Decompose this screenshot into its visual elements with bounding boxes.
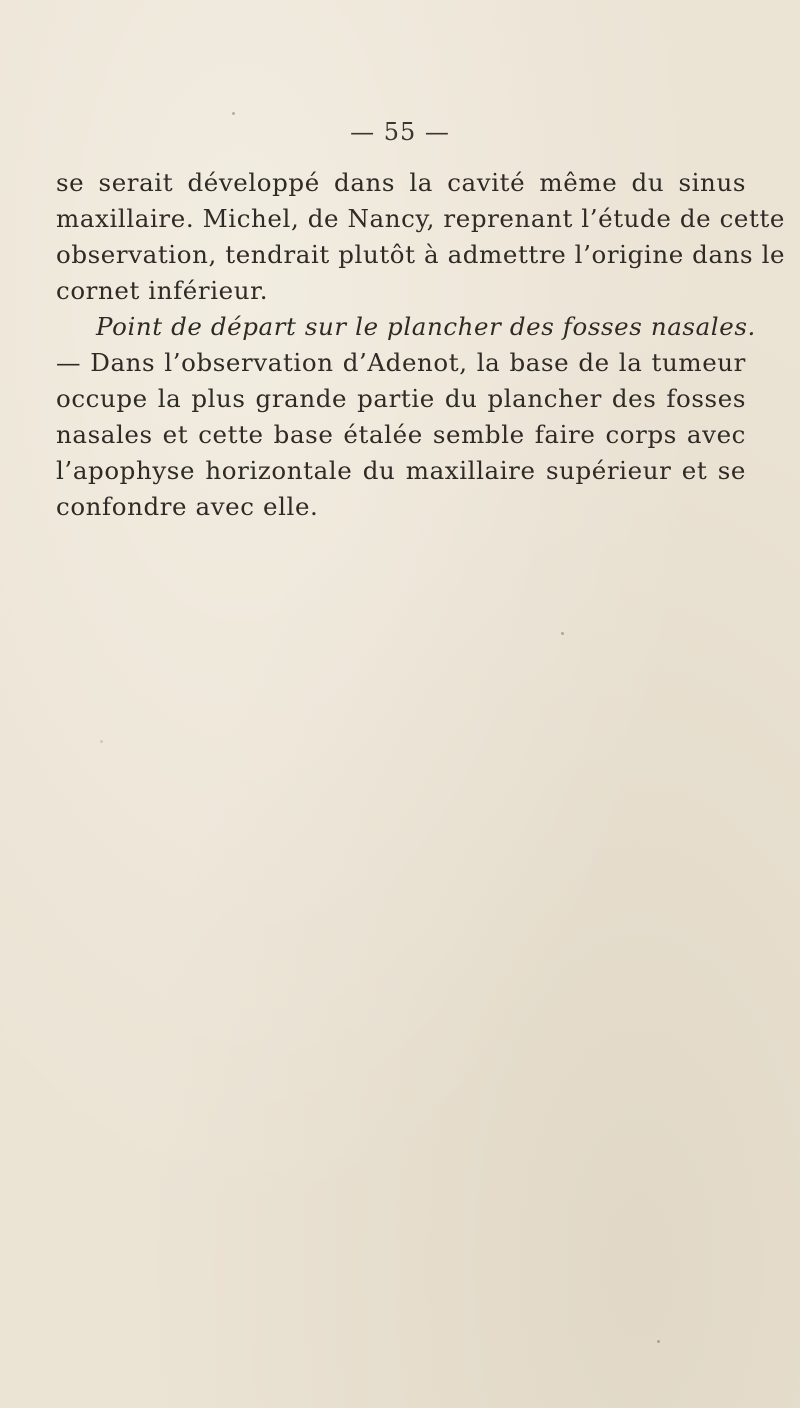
text-line-1: se serait développé dans la cavité même du sinus: [56, 168, 746, 197]
paper-speck: [561, 632, 564, 635]
section-heading-italic: Point de départ sur le plancher des fosses nasales.: [96, 312, 756, 341]
paper-speck: [232, 112, 235, 115]
text-line-10: confondre avec elle.: [56, 492, 319, 521]
text-line-9: l’apophyse horizontale du maxillaire supérieur et se: [56, 456, 746, 485]
text-line-2: maxillaire. Michel, de Nancy, reprenant l’étude de cette: [56, 204, 786, 233]
text-line-3: observation, tendrait plutôt à admettre l’origine dans le: [56, 240, 786, 269]
page-number: — 55 —: [350, 118, 450, 146]
paper-speck: [657, 1340, 660, 1343]
paper-speck: [100, 740, 103, 743]
text-line-7: occupe la plus grande partie du plancher des fosses: [56, 384, 746, 413]
body-text: [56, 165, 786, 525]
text-line-4: cornet inférieur.: [56, 276, 269, 305]
text-line-6: — Dans l’observation d’Adenot, la base de la tumeur: [56, 348, 746, 377]
text-line-8: nasales et cette base étalée semble faire corps avec: [56, 420, 746, 449]
